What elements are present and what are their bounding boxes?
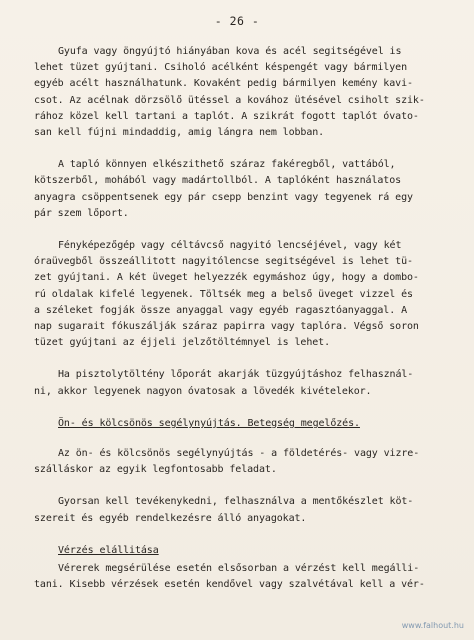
text-line: tüzet gyújtani az éjjeli jelzőtöltémnyel is lehet.: [34, 337, 331, 349]
text-line: a széleket fogják össze anyaggal vagy egyéb ragasztóanyaggal. A: [34, 304, 407, 316]
paragraph-tinder: [34, 157, 452, 222]
page-content: [34, 44, 452, 609]
text-line: san kell fújni mindaddig, amig lángra nem lobban.: [34, 127, 325, 139]
text-line: rához közel kell tartani a taplót. A szikrát fogott taplót óvato-: [34, 110, 419, 122]
text-line: Fényképezőgép vagy céltávcső nagyitó lencséjével, vagy két: [58, 240, 402, 252]
text-line: Gyorsan kell tevékenykedni, felhasználva a mentőkészlet köt-: [58, 496, 414, 508]
text-line: Gyufa vagy öngyújtó hiányában kova és acél segitségével is: [58, 46, 402, 57]
section-heading-first-aid: Ön- és kölcsönös segélynyújtás. Betegség megelőzés.: [58, 417, 360, 429]
text-line: Ha pisztolytöltény lőporát akarják tüzgyújtáshoz felhasznál-: [58, 369, 414, 381]
section-heading-bleeding: Vérzés elállitása: [58, 544, 159, 556]
paragraph-bleeding: [34, 561, 452, 593]
text-line: kötszerből, mohából vagy madártollból. A taplóként használatos: [34, 175, 402, 187]
text-line: zet gyújtani. A két üveget helyezzék egymáshoz úgy, hogy a dombo-: [34, 272, 419, 284]
text-line: csot. Az acélnak dörzsölő ütéssel a kovához ütésével csiholt szik-: [34, 94, 425, 106]
paragraph-first-aid-act: [34, 494, 452, 526]
text-line: pár szem lőport.: [34, 207, 129, 219]
text-line: nap sugarait fókuszálják száraz papirra vagy taplóra. Végső soron: [34, 321, 419, 333]
text-line: anyagra csöppentsenek egy pár csepp benzint vagy tegyenek rá egy: [34, 191, 413, 203]
text-line: óraüvegből összeállitott nagyitólencse segitségével is lehet tü-: [34, 256, 413, 268]
text-line: egyéb acélt használhatunk. Kovaként pedig bármilyen kemény kavi-: [34, 78, 413, 90]
text-line: Az ön- és kölcsönös segélynyújtás - a földetérés- vagy vizre-: [58, 448, 420, 460]
paragraph-powder: [34, 367, 452, 399]
text-line: tani. Kisebb vérzések esetén kendővel vagy szalvétával kell a vér-: [34, 579, 425, 591]
text-line: Vérerek megsérülése esetén elsősorban a vérzést kell megálli-: [58, 563, 420, 575]
text-line: lehet tüzet gyújtani. Csiholó acélként késpengét vagy bármilyen: [34, 62, 407, 74]
text-line: szálláskor az egyik legfontosabb feladat.: [34, 464, 277, 476]
paragraph-first-aid-intro: [34, 446, 452, 478]
text-line: szereit és egyéb rendelkezésre álló anyagokat.: [34, 512, 307, 524]
paragraph-fire-flint: [34, 44, 452, 141]
text-line: ni, akkor legyenek nagyon óvatosak a lövedék kivételekor.: [34, 385, 372, 397]
paragraph-lens: [34, 238, 452, 351]
text-line: A tapló könnyen elkészithető száraz fakéregből, vattából,: [58, 159, 396, 171]
page-number: - 26 -: [214, 14, 260, 28]
text-line: rú oldalak kifelé legyenek. Töltsék meg a belső üveget vizzel és: [34, 288, 413, 300]
watermark: www.falhout.hu: [401, 621, 464, 630]
